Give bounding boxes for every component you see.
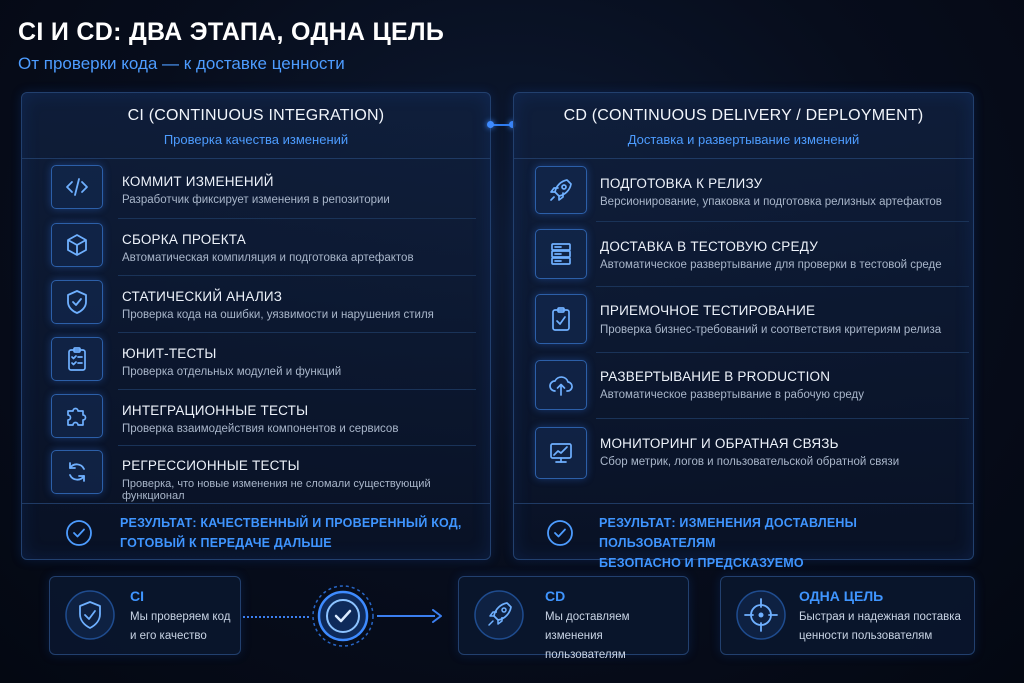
flow-arrow-right <box>377 615 435 617</box>
cd-step-title: ДОСТАВКА В ТЕСТОВУЮ СРЕДУ <box>600 239 818 254</box>
summary-ci-line2: и его качество <box>130 630 207 642</box>
cd-step-title: ПРИЕМОЧНОЕ ТЕСТИРОВАНИЕ <box>600 303 816 318</box>
cd-result-line2: БЕЗОПАСНО И ПРЕДСКАЗУЕМО <box>599 556 804 570</box>
summary-card-goal <box>720 576 975 655</box>
divider <box>118 445 476 446</box>
ci-panel <box>21 92 491 560</box>
cd-result-text <box>599 513 973 573</box>
cd-panel-title: CD (CONTINUOUS DELIVERY / DEPLOYMENT) <box>563 107 924 124</box>
cd-panel <box>513 92 974 570</box>
divider <box>596 286 969 287</box>
ci-step-desc: Проверка, что новые изменения не сломали существующий функционал <box>122 478 431 502</box>
ci-step-title: КОММИТ ИЗМЕНЕНИЙ <box>122 174 274 189</box>
shield-check-icon <box>51 280 103 324</box>
code-icon <box>51 165 103 209</box>
summary-card-ci <box>49 576 241 655</box>
checklist-icon <box>51 337 103 381</box>
connector-dot-left <box>487 121 494 128</box>
server-icon <box>535 229 587 279</box>
summary-goal-desc <box>799 608 961 646</box>
cd-step-desc: Автоматическое развертывание в рабочую среду <box>600 389 864 401</box>
ci-step-desc: Разработчик фиксирует изменения в репозитории <box>122 194 390 206</box>
divider <box>596 418 969 419</box>
ci-step-desc: Проверка кода на ошибки, уязвимости и нарушения стиля <box>122 309 434 321</box>
refresh-icon <box>51 450 103 494</box>
divider <box>596 352 969 353</box>
divider <box>118 275 476 276</box>
flow-line-left <box>243 616 309 618</box>
ci-result-line1: РЕЗУЛЬТАТ: КАЧЕСТВЕННЫЙ И ПРОВЕРЕННЫЙ КОД, <box>120 516 462 530</box>
puzzle-icon <box>51 394 103 438</box>
rocket-icon <box>473 589 525 641</box>
cube-icon <box>51 223 103 267</box>
divider <box>118 332 476 333</box>
summary-cd-line2: пользователям <box>545 649 626 661</box>
check-circle-icon <box>311 584 375 648</box>
divider <box>596 221 969 222</box>
ci-panel-title: CI (CONTINUOUS INTEGRATION) <box>127 107 385 124</box>
cd-step-title: ПОДГОТОВКА К РЕЛИЗУ <box>600 176 763 191</box>
ci-step-desc: Автоматическая компиляция и подготовка артефактов <box>122 252 414 264</box>
summary-ci-desc <box>130 608 230 646</box>
ci-result-text <box>120 513 462 553</box>
summary-goal-line2: ценности пользователям <box>799 630 933 642</box>
summary-cd-title: CD <box>545 588 566 604</box>
page-subtitle: От проверки кода — к доставке ценности <box>18 54 345 73</box>
ci-result <box>22 503 490 561</box>
cd-step-desc: Сбор метрик, логов и пользовательской обратной связи <box>600 456 900 468</box>
summary-cd-desc <box>545 608 688 665</box>
cloud-upload-icon <box>535 360 587 410</box>
ci-step-desc: Проверка взаимодействия компонентов и сервисов <box>122 423 399 435</box>
ci-panel-subtitle: Проверка качества изменений <box>163 132 349 147</box>
summary-ci-title: CI <box>130 588 144 604</box>
divider <box>118 389 476 390</box>
check-circle-icon <box>64 518 94 548</box>
check-circle-icon <box>545 518 575 548</box>
ci-step-title: РЕГРЕССИОННЫЕ ТЕСТЫ <box>122 458 300 473</box>
cd-step-desc: Версионирование, упаковка и подготовка релизных артефактов <box>600 196 942 208</box>
ci-panel-header <box>22 93 490 159</box>
summary-cd-line1: Мы доставляем изменения <box>545 611 630 642</box>
ci-step-title: СБОРКА ПРОЕКТА <box>122 232 246 247</box>
ci-step-desc: Проверка отдельных модулей и функций <box>122 366 342 378</box>
divider <box>118 218 476 219</box>
cd-step-title: МОНИТОРИНГ И ОБРАТНАЯ СВЯЗЬ <box>600 436 839 451</box>
monitor-chart-icon <box>535 427 587 479</box>
cd-step-title: РАЗВЕРТЫВАНИЕ В PRODUCTION <box>600 369 831 384</box>
ci-step-title: ЮНИТ-ТЕСТЫ <box>122 346 217 361</box>
cd-result <box>514 503 973 570</box>
cd-result-line1: РЕЗУЛЬТАТ: ИЗМЕНЕНИЯ ДОСТАВЛЕНЫ ПОЛЬЗОВАТЕЛЯМ <box>599 516 858 550</box>
summary-goal-line1: Быстрая и надежная поставка <box>799 611 961 623</box>
ci-step-title: ИНТЕГРАЦИОННЫЕ ТЕСТЫ <box>122 403 309 418</box>
clipboard-check-icon <box>535 294 587 344</box>
rocket-icon <box>535 166 587 214</box>
cd-panel-header <box>514 93 973 159</box>
cd-step-desc: Проверка бизнес-требований и соответствия критериям релиза <box>600 324 942 336</box>
summary-goal-title: ОДНА ЦЕЛЬ <box>799 588 884 604</box>
page-title: CI И CD: ДВА ЭТАПА, ОДНА ЦЕЛЬ <box>18 18 445 46</box>
arrow-right-icon <box>431 609 443 623</box>
shield-check-icon <box>64 589 116 641</box>
cd-panel-subtitle: Доставка и развертывание изменений <box>627 132 860 147</box>
summary-ci-line1: Мы проверяем код <box>130 611 231 623</box>
target-icon <box>735 589 787 641</box>
summary-card-cd <box>458 576 689 661</box>
ci-step-title: СТАТИЧЕСКИЙ АНАЛИЗ <box>122 289 283 304</box>
ci-result-line2: ГОТОВЫЙ К ПЕРЕДАЧЕ ДАЛЬШЕ <box>120 536 332 550</box>
cd-step-desc: Автоматическое развертывание для проверки в тестовой среде <box>600 259 942 271</box>
